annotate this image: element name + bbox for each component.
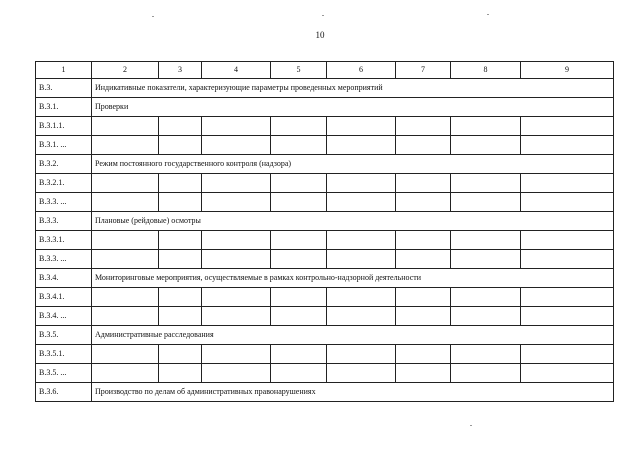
section-row: [36, 326, 614, 345]
empty-cell: [92, 307, 159, 326]
empty-cell: [451, 117, 521, 136]
empty-cell: [327, 307, 396, 326]
empty-cell: [92, 250, 159, 269]
column-header-3: 3: [159, 62, 202, 79]
empty-cell: [202, 117, 271, 136]
empty-cell: [92, 364, 159, 383]
empty-cell: [159, 345, 202, 364]
empty-cell: [271, 231, 327, 250]
row-code: В.3.3.1.: [36, 231, 92, 250]
empty-cell: [327, 364, 396, 383]
data-row: [36, 288, 614, 307]
data-row: [36, 231, 614, 250]
empty-cell: [396, 174, 451, 193]
empty-cell: [521, 136, 614, 155]
empty-cell: [92, 193, 159, 212]
empty-cell: [202, 364, 271, 383]
empty-cell: [159, 288, 202, 307]
empty-cell: [327, 174, 396, 193]
empty-cell: [451, 307, 521, 326]
empty-cell: [327, 117, 396, 136]
section-title: Административные расследования: [92, 326, 614, 345]
column-header-8: 8: [451, 62, 521, 79]
empty-cell: [159, 193, 202, 212]
row-code: В.3.4. ...: [36, 307, 92, 326]
empty-cell: [271, 364, 327, 383]
section-title: Мониторинговые мероприятия, осуществляемые в рамках контрольно-надзорной деятельности: [92, 269, 614, 288]
row-code: В.3.5. ...: [36, 364, 92, 383]
row-code: В.3.3.: [36, 212, 92, 231]
empty-cell: [521, 193, 614, 212]
empty-cell: [202, 288, 271, 307]
empty-cell: [396, 288, 451, 307]
empty-cell: [271, 250, 327, 269]
empty-cell: [521, 117, 614, 136]
column-header-5: 5: [271, 62, 327, 79]
empty-cell: [159, 136, 202, 155]
empty-cell: [396, 193, 451, 212]
empty-cell: [271, 117, 327, 136]
table-body: [36, 62, 614, 402]
empty-cell: [202, 231, 271, 250]
page-number: 10: [315, 30, 325, 40]
empty-cell: [451, 193, 521, 212]
empty-cell: [327, 345, 396, 364]
row-code: В.3.6.: [36, 383, 92, 402]
empty-cell: [271, 345, 327, 364]
column-header-4: 4: [202, 62, 271, 79]
empty-cell: [451, 288, 521, 307]
empty-cell: [521, 250, 614, 269]
empty-cell: [271, 193, 327, 212]
column-header-1: 1: [36, 62, 92, 79]
empty-cell: [521, 288, 614, 307]
empty-cell: [92, 117, 159, 136]
row-code: В.3.5.1.: [36, 345, 92, 364]
empty-cell: [396, 250, 451, 269]
empty-cell: [396, 307, 451, 326]
empty-cell: [202, 136, 271, 155]
empty-cell: [451, 231, 521, 250]
column-header-2: 2: [92, 62, 159, 79]
empty-cell: [396, 117, 451, 136]
section-title: Плановые (рейдовые) осмотры: [92, 212, 614, 231]
empty-cell: [159, 174, 202, 193]
empty-cell: [451, 345, 521, 364]
data-row: [36, 174, 614, 193]
row-code: В.3.2.: [36, 155, 92, 174]
section-row: [36, 383, 614, 402]
empty-cell: [202, 193, 271, 212]
empty-cell: [521, 307, 614, 326]
empty-cell: [271, 288, 327, 307]
data-row: [36, 364, 614, 383]
row-code: В.3.1.: [36, 98, 92, 117]
empty-cell: [327, 250, 396, 269]
empty-cell: [202, 307, 271, 326]
empty-cell: [271, 174, 327, 193]
empty-cell: [451, 364, 521, 383]
section-title: Производство по делам об административных правонарушениях: [92, 383, 614, 402]
empty-cell: [396, 231, 451, 250]
section-title: Режим постоянного государственного контроля (надзора): [92, 155, 614, 174]
indicators-table: [35, 61, 614, 402]
section-row: [36, 212, 614, 231]
data-row: [36, 117, 614, 136]
empty-cell: [202, 174, 271, 193]
empty-cell: [92, 345, 159, 364]
section-row: [36, 155, 614, 174]
row-code: В.3.3. ...: [36, 193, 92, 212]
empty-cell: [202, 250, 271, 269]
row-code: В.3.3. ...: [36, 250, 92, 269]
section-title: Проверки: [92, 98, 614, 117]
section-title: Индикативные показатели, характеризующие параметры проведенных мероприятий: [92, 79, 614, 98]
empty-cell: [159, 307, 202, 326]
data-row: [36, 250, 614, 269]
empty-cell: [92, 174, 159, 193]
empty-cell: [159, 364, 202, 383]
row-code: В.3.2.1.: [36, 174, 92, 193]
empty-cell: [159, 250, 202, 269]
section-row: [36, 79, 614, 98]
empty-cell: [92, 231, 159, 250]
column-header-7: 7: [396, 62, 451, 79]
empty-cell: [327, 136, 396, 155]
empty-cell: [327, 231, 396, 250]
empty-cell: [92, 136, 159, 155]
data-row: [36, 136, 614, 155]
data-row: [36, 307, 614, 326]
row-code: В.3.4.1.: [36, 288, 92, 307]
column-header-9: 9: [521, 62, 614, 79]
empty-cell: [451, 250, 521, 269]
empty-cell: [396, 345, 451, 364]
empty-cell: [451, 136, 521, 155]
empty-cell: [451, 174, 521, 193]
data-row: [36, 193, 614, 212]
empty-cell: [327, 193, 396, 212]
empty-cell: [271, 307, 327, 326]
empty-cell: [159, 231, 202, 250]
section-row: [36, 98, 614, 117]
data-row: [36, 345, 614, 364]
column-header-6: 6: [327, 62, 396, 79]
empty-cell: [202, 345, 271, 364]
row-code: В.3.1. ...: [36, 136, 92, 155]
empty-cell: [396, 136, 451, 155]
empty-cell: [521, 231, 614, 250]
empty-cell: [327, 288, 396, 307]
table-header-row: [36, 62, 614, 79]
empty-cell: [521, 345, 614, 364]
row-code: В.3.: [36, 79, 92, 98]
empty-cell: [521, 174, 614, 193]
row-code: В.3.4.: [36, 269, 92, 288]
row-code: В.3.1.1.: [36, 117, 92, 136]
empty-cell: [271, 136, 327, 155]
section-row: [36, 269, 614, 288]
empty-cell: [159, 117, 202, 136]
row-code: В.3.5.: [36, 326, 92, 345]
empty-cell: [521, 364, 614, 383]
empty-cell: [396, 364, 451, 383]
empty-cell: [92, 288, 159, 307]
